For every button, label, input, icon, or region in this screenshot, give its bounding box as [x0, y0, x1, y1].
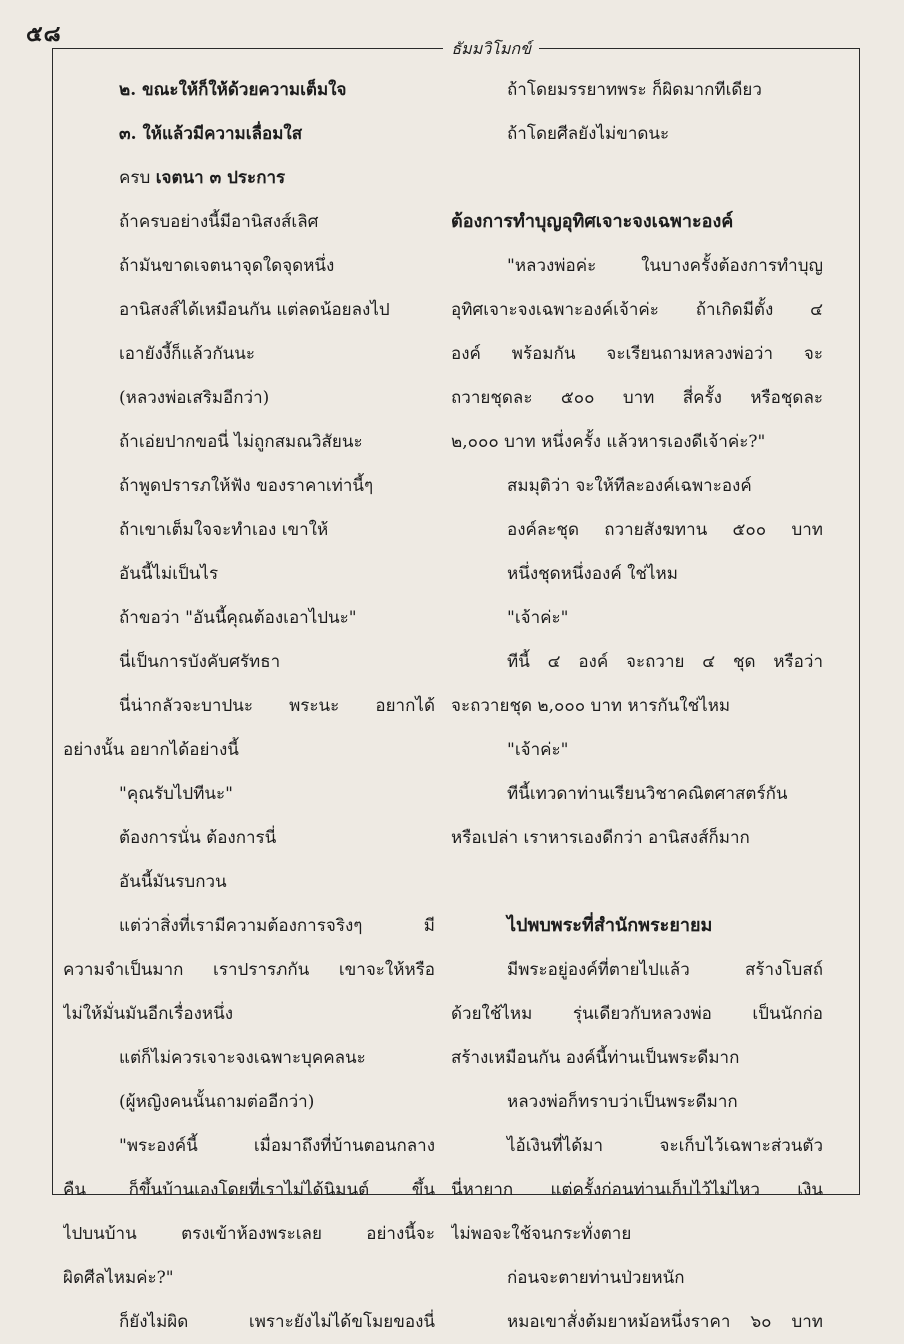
left-text-line: "พระองค์นี้ เมื่อมาถึงที่บ้านตอนกลาง [119, 1136, 435, 1156]
left-text-line: ครบ เจตนา ๓ ประการ [119, 168, 286, 188]
right-text-line: อุทิศเจาะจงเฉพาะองค์เจ้าค่ะ ถ้าเกิดมีตั้ง ๔ [451, 300, 823, 320]
left-text-line: นี่น่ากลัวจะบาปนะ พระนะ อยากได้ [119, 696, 435, 716]
left-text-line: แต่ก็ไม่ควรเจาะจงเฉพาะบุคคลนะ [119, 1048, 366, 1068]
right-text-line: องค์ พร้อมกัน จะเรียนถามหลวงพ่อว่า จะ [451, 344, 823, 364]
right-text-line: ถวายชุดละ ๕๐๐ บาท สี่ครั้ง หรือชุดละ [451, 388, 823, 408]
left-text-line: ถ้าเขาเต็มใจจะทำเอง เขาให้ [119, 520, 329, 540]
right-text-line: ไม่พอจะใช้จนกระทั่งตาย [451, 1224, 632, 1244]
right-text-line: หรือเปล่า เราหารเองดีกว่า อานิสงส์ก็มาก [451, 828, 750, 848]
right-text-line [451, 860, 823, 904]
right-section-heading: ไปพบพระที่สำนักพระยายม [507, 915, 713, 936]
left-column [63, 68, 435, 1344]
right-text-line: ๒,๐๐๐ บาท หนึ่งครั้ง แล้วหารเองดีเจ้าค่ะ?" [451, 432, 766, 452]
left-text-line: อันนี้ไม่เป็นไร [119, 564, 219, 584]
right-text-line: ไอ้เงินที่ได้มา จะเก็บไว้เฉพาะส่วนตัว [507, 1136, 823, 1156]
right-text-line: ถ้าโดยศีลยังไม่ขาดนะ [507, 124, 670, 144]
left-text-line: (ผู้หญิงคนนั้นถามต่ออีกว่า) [119, 1092, 315, 1112]
left-text-line: คืน ก็ขึ้นบ้านเองโดยที่เราไม่ได้นิมนต์ ขึ้น [63, 1180, 435, 1200]
right-text-line: ถ้าโดยมรรยาทพระ ก็ผิดมากทีเดียว [507, 80, 762, 100]
book-title: ธัมมวิโมกข์ [443, 37, 539, 62]
text-frame [52, 39, 860, 1332]
right-text-line: สร้างเหมือนกัน องค์นี้ท่านเป็นพระดีมาก [451, 1048, 740, 1068]
right-text-line: สมมุติว่า จะให้ทีละองค์เฉพาะองค์ [507, 476, 752, 496]
right-text-line: จะถวายชุด ๒,๐๐๐ บาท หารกันใช่ไหม [451, 696, 731, 716]
right-text-line [451, 156, 823, 200]
page-number: ๕๘ [26, 21, 62, 47]
left-text-line: ต้องการนั่น ต้องการนี่ [119, 828, 277, 848]
left-text-line: ไปบนบ้าน ตรงเข้าห้องพระเลย อย่างนี้จะ [63, 1224, 435, 1244]
right-text-line: ทีนี้ ๔ องค์ จะถวาย ๔ ชุด หรือว่า [507, 652, 823, 672]
left-text-line: ก็ยังไม่ผิด เพราะยังไม่ได้ขโมยของนี่ [119, 1312, 435, 1332]
right-text-line: ด้วยใช้ไหม รุ่นเดียวกับหลวงพ่อ เป็นนักก่อ [451, 1004, 823, 1024]
left-text-line: ๒. ขณะให้ก็ให้ด้วยความเต็มใจ [119, 80, 347, 100]
right-column [451, 68, 823, 1344]
left-text-line: ถ้ามันขาดเจตนาจุดใดจุดหนึ่ง [119, 256, 335, 276]
right-section-heading: ต้องการทำบุญอุทิศเจาะจงเฉพาะองค์ [451, 211, 734, 232]
left-text-line: อานิสงส์ได้เหมือนกัน แต่ลดน้อยลงไป [119, 300, 390, 320]
left-text-line: อันนี้มันรบกวน [119, 872, 227, 892]
right-text-line: "หลวงพ่อค่ะ ในบางครั้งต้องการทำบุญ [507, 256, 823, 276]
right-text-line: ทีนี้เทวดาท่านเรียนวิชาคณิตศาสตร์กัน [507, 784, 788, 804]
left-text-line: (หลวงพ่อเสริมอีกว่า) [119, 388, 270, 408]
left-text-line: ไม่ให้มั่นมันอีกเรื่องหนึ่ง [63, 1004, 233, 1024]
right-text-line: "เจ้าค่ะ" [507, 740, 569, 760]
right-text-line: องค์ละชุด ถวายสังฆทาน ๕๐๐ บาท [507, 520, 823, 540]
left-text-line: ความจำเป็นมาก เราปรารภกัน เขาจะให้หรือ [63, 960, 435, 980]
left-text-line: แต่ว่าสิ่งที่เรามีความต้องการจริงๆ มี [119, 916, 435, 936]
right-text-line: มีพระอยู่องค์ที่ตายไปแล้ว สร้างโบสถ์ [507, 960, 823, 980]
left-text-line: เอายังงี้ก็แล้วกันนะ [119, 344, 256, 364]
left-text-line: อย่างนั้น อยากได้อย่างนี้ [63, 740, 239, 760]
left-text-line: "คุณรับไปทีนะ" [119, 784, 234, 804]
right-text-line: ก่อนจะตายท่านป่วยหนัก [507, 1268, 685, 1288]
left-text-line: ถ้าพูดปรารภให้ฟัง ของราคาเท่านี้ๆ [119, 476, 374, 496]
left-text-line: ถ้าครบอย่างนี้มีอานิสงส์เลิศ [119, 212, 319, 232]
right-text-line: หลวงพ่อก็ทราบว่าเป็นพระดีมาก [507, 1092, 738, 1112]
right-text-line: หนึ่งชุดหนึ่งองค์ ใช่ไหม [507, 564, 678, 584]
left-text-line: ผิดศีลไหมค่ะ?" [63, 1268, 174, 1288]
right-text-line: นี่หายาก แต่ครั้งก่อนท่านเก็บไว้ไม่ไหว เงิน [451, 1180, 823, 1200]
right-text-line: หมอเขาสั่งต้มยาหม้อหนึ่งราคา ๖๐ บาท [507, 1312, 823, 1332]
left-text-line: ๓. ให้แล้วมีความเลื่อมใส [119, 124, 303, 144]
left-text-line: นี่เป็นการบังคับศรัทธา [119, 652, 281, 672]
right-text-line: "เจ้าค่ะ" [507, 608, 569, 628]
left-text-line: ถ้าเอ่ยปากขอนี่ ไม่ถูกสมณวิสัยนะ [119, 432, 363, 452]
left-text-line: ถ้าขอว่า "อันนี้คุณต้องเอาไปนะ" [119, 608, 357, 628]
